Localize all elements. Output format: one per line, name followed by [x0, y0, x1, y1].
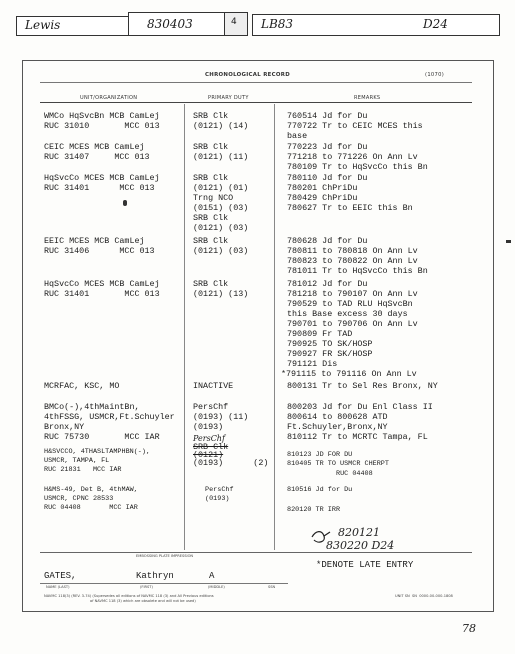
entry-duty-line: (0193) (11)	[193, 412, 249, 422]
entry-unit-line: RUC 31407 MCC 013	[44, 152, 150, 162]
folder-tab-number	[128, 12, 226, 36]
entry-remark-line: 770722 Tr to CEIC MCES this	[287, 121, 423, 131]
plate-middle: A	[209, 571, 215, 581]
entry-remark-line: 781218 to 790107 On Ann Lv	[287, 289, 418, 299]
entry-duty-line: (0193)	[205, 495, 230, 503]
entry-duty-line: (0121) (14)	[193, 121, 249, 131]
entry-remark-line: 780811 to 780818 On Ann Lv	[287, 246, 418, 256]
folder-tab-name	[16, 16, 130, 36]
handwritten-date-1: 820121	[338, 526, 380, 539]
entry-remark-line: 810405 TR TO USMCR CHERPT	[287, 460, 389, 468]
entry-duty-line: SRB Clk	[193, 279, 229, 289]
handwritten-scribble	[310, 528, 332, 546]
entry-remark-line: 780429 ChPriDu	[287, 193, 358, 203]
entry-remark-line: 770223 Jd for Du	[287, 142, 368, 152]
plate-last-name: GATES,	[44, 571, 77, 581]
plate-name-rule	[40, 583, 288, 584]
entry-unit-line: RUC 04408 MCC IAR	[44, 504, 138, 512]
fold-mark	[506, 240, 511, 243]
entry-unit-line: USMCR, CPNC 28533	[44, 495, 114, 503]
tab-code-text: LB83	[261, 17, 294, 31]
entry-unit-line: RUC 21831 MCC IAR	[44, 466, 122, 474]
form-title: CHRONOLOGICAL RECORD	[205, 72, 290, 78]
entry-unit-line: 4thFSSG, USMCR,Ft.Schuyler	[44, 412, 175, 422]
entry-unit-line: RUC 31401 MCC 013	[44, 183, 155, 193]
entry-duty-line: PersChf	[205, 486, 234, 494]
entry-duty-line: (0121) (01)	[193, 183, 249, 193]
entry-remark-line: *791115 to 791116 On Ann Lv	[281, 369, 417, 379]
entry-unit-line: EEIC MCES MCB CamLej	[44, 236, 145, 246]
entry-unit-line: RUC 31406 MCC 013	[44, 246, 155, 256]
entry-unit-line: RUC 75730 MCC IAR	[44, 432, 160, 442]
entry-duty-line: Trng NCO	[193, 193, 234, 203]
entry-remark-line: 781012 Jd for Du	[287, 279, 368, 289]
entry-duty-line: PersChf	[193, 434, 225, 443]
plate-label-last: NAME (LAST)	[46, 585, 70, 589]
punch-mark	[123, 200, 127, 206]
col-header-duty: PRIMARY DUTY	[208, 95, 249, 101]
entry-duty-line: SRB Clk	[193, 111, 229, 121]
entry-unit-line: WMCo HqSvcBn MCB CamLej	[44, 111, 160, 121]
title-rule	[40, 82, 472, 83]
entry-duty-line: SRB Clk	[193, 442, 229, 452]
entry-duty-line: PersChf	[193, 402, 229, 412]
entry-duty-line: SRB Clk	[193, 213, 229, 223]
entry-remark-line: base	[287, 131, 308, 141]
entry-remark-line: 810516 Jd for Du	[287, 486, 353, 494]
tab-code-right-text: D24	[423, 17, 448, 31]
entry-remark-line: 790809 Fr TAD	[287, 329, 353, 339]
entry-remark-line: this Base excess 30 days	[287, 309, 408, 319]
entry-remark-line: 810112 Tr to MCRTC Tampa, FL	[287, 432, 428, 442]
entry-remark-line: 780110 Jd for Du	[287, 173, 368, 183]
entry-remark-line: 791121 Dis	[287, 359, 338, 369]
entry-remark-line: 800131 Tr to Sel Res Bronx, NY	[287, 381, 438, 391]
entry-unit-line: RUC 31401 MCC 013	[44, 289, 160, 299]
folder-tab-code	[252, 14, 500, 36]
entry-remark-line: 780627 Tr to EEIC this Bn	[287, 203, 413, 213]
entry-duty-line: SRB Clk	[193, 173, 229, 183]
entry-duty-line: (0121) (03)	[193, 223, 249, 233]
entry-remark-line: 771218 to 771226 On Ann Lv	[287, 152, 418, 162]
plate-label-middle: (MIDDLE)	[208, 585, 225, 589]
entry-duty-line: (0121) (13)	[193, 289, 249, 299]
entry-unit-line: HqSvcCo MCES MCB CamLej	[44, 279, 160, 289]
entry-remark-line: 820120 TR IRR	[287, 506, 341, 514]
entry-remark-line: 800614 to 800628 ATD	[287, 412, 388, 422]
tab-number-text: 830403	[147, 17, 193, 31]
entry-duty-line: (0121) (11)	[193, 152, 249, 162]
entry-unit-line: RUC 31010 MCC 013	[44, 121, 160, 131]
entry-remark-line: 780628 Jd for Du	[287, 236, 368, 246]
col-divider-1	[184, 104, 185, 550]
entry-unit-line: H&SVCCO, 4THASLTAMPHBN(-),	[44, 448, 151, 456]
entry-remark-line: 781011 Tr to HqSvcCo this Bn	[287, 266, 428, 276]
tab-name-text: Lewis	[25, 18, 61, 32]
footer-form-note: NAVMC 118(3) (REV. 3-74) (Supersedes all editions of NAVMC 118 (3) and All Previous editions	[44, 594, 214, 598]
entry-unit-line: HqSvcCo MCES MCB CamLej	[44, 173, 160, 183]
entry-remark-line: 800203 Jd for Du Enl Class II	[287, 402, 433, 412]
entry-remark-line: 790529 to TAD RLU HqSvcBn	[287, 299, 413, 309]
entry-remark-line: 780823 to 780822 On Ann Lv	[287, 256, 418, 266]
entry-unit-line: MCRFAC, KSC, MO	[44, 381, 120, 391]
folder-tab-small	[224, 12, 248, 36]
entry-unit-line: CEIC MCES MCB CamLej	[44, 142, 145, 152]
entry-duty-line: (0121) (03)	[193, 246, 249, 256]
plate-label: EMBOSSING PLATE IMPRESSION	[136, 554, 194, 558]
plate-first-name: Kathryn	[136, 571, 174, 581]
entry-unit-line: H&MS-49, Det B, 4thMAW,	[44, 486, 138, 494]
entry-remark-line: 780109 Tr to HqSvcCo this Bn	[287, 162, 428, 172]
plate-top-rule	[40, 552, 472, 553]
col-header-unit: UNIT/ORGANIZATION	[80, 95, 138, 101]
entry-remark-line: 760514 Jd for Du	[287, 111, 368, 121]
entry-duty-line: SRB Clk	[193, 236, 229, 246]
entry-remark-line: 780201 ChPriDu	[287, 183, 358, 193]
entry-duty-line: INACTIVE	[193, 381, 234, 391]
entry-unit-line: USMCR, TAMPA, FL	[44, 457, 110, 465]
entry-unit-line: Bronx,NY	[44, 422, 85, 432]
handwritten-date-2: 830220 D24	[326, 539, 398, 552]
entry-remark-line: 810123 JD FOR DU	[287, 451, 353, 459]
page-number: 78	[462, 622, 476, 635]
plate-label-first: (FIRST)	[140, 585, 153, 589]
entry-remark-line: Ft.Schuyler,Bronx,NY	[287, 422, 388, 432]
header-rule	[40, 102, 472, 103]
entry-remark-line: RUC 04408	[336, 470, 373, 478]
form-code: (1070)	[425, 72, 445, 78]
footer-form-note-2: of NAVMC 118 (3) which are obsolete and will not be used)	[90, 599, 196, 603]
entry-duty-line: (0193)	[193, 422, 224, 432]
col-header-remarks: REMARKS	[354, 95, 381, 101]
entry-duty-line: (0193) (2)	[193, 458, 269, 468]
entry-remark-line: 790927 FR SK/HOSP	[287, 349, 373, 359]
entry-duty-line: SRB Clk	[193, 142, 229, 152]
col-divider-2	[274, 104, 275, 550]
tab-small-text: 4	[231, 17, 237, 27]
footer-unit-number: UNIT SN SN 0000-00-000-1808	[395, 594, 453, 598]
entry-remark-line: 790701 to 790706 On Ann Lv	[287, 319, 418, 329]
entry-unit-line: BMCo(-),4thMaintBn,	[44, 402, 140, 412]
entry-duty-line: (0151) (03)	[193, 203, 249, 213]
plate-late-entry-note: *DENOTE LATE ENTRY	[316, 560, 414, 570]
entry-remark-line: 790925 TO SK/HOSP	[287, 339, 373, 349]
entry-duty-line: (0121)	[193, 450, 224, 460]
plate-label-ssn: SSN	[268, 585, 276, 589]
